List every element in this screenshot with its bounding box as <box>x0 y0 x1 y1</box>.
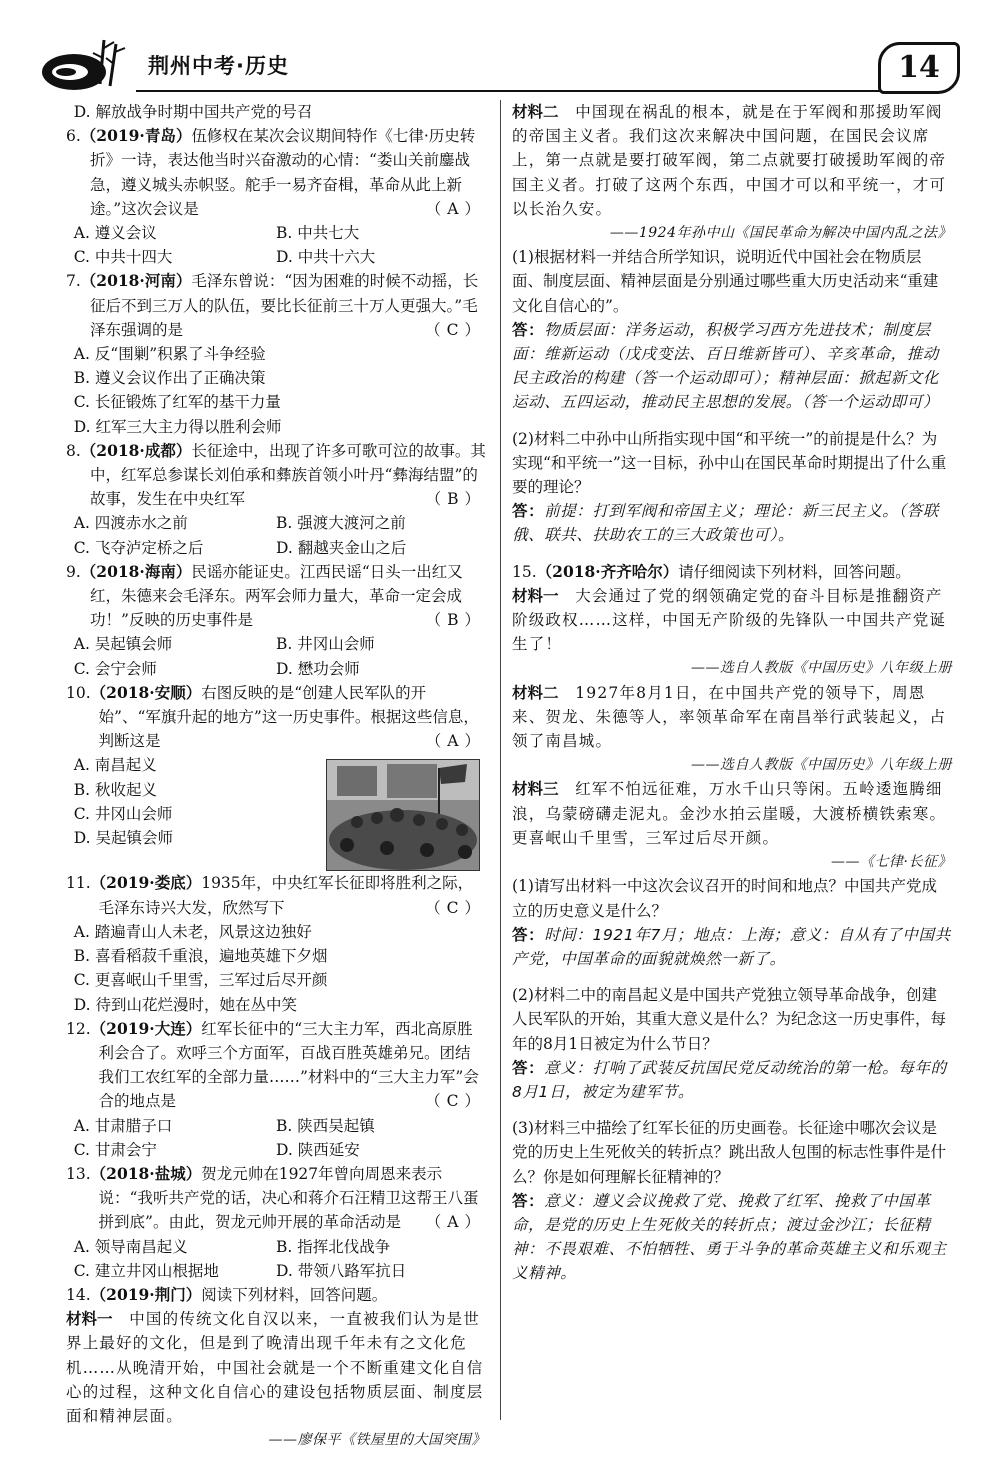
left-column <box>66 100 486 1452</box>
q10-option-d: D. 吴起镇会师 <box>73 829 173 848</box>
q7-number: 7. <box>66 272 81 291</box>
question-6 <box>66 124 486 269</box>
q9-option-b: B. 井冈山会师 <box>276 635 375 654</box>
question-8 <box>66 439 486 560</box>
q11-answer: （C） <box>425 898 486 917</box>
q15-number: 15. <box>512 562 537 581</box>
q15-material-2-label: 材料二 <box>512 683 559 702</box>
question-10 <box>66 681 486 872</box>
q14-material-2-source: ——1924年孙中山《国民革命为解决中国内乱之法》 <box>609 225 952 242</box>
q15-material-2-text: 1927年8月1日，在中国共产党的领导下，周恩来、贺龙、朱德等人，率领革命军在南昌举行武装起义，占领了南昌城。 <box>512 683 947 751</box>
q8-source-tag: （2018·成都） <box>80 440 192 460</box>
q11-option-c: C. 更喜岷山千里雪，三军过后尽开颜 <box>73 971 328 990</box>
q13-option-d: D. 带领八路军抗日 <box>276 1261 407 1280</box>
q10-number: 10. <box>66 683 91 702</box>
q11-stem: 1935年，中央红军长征即将胜利之际，毛泽东诗兴大发，欣然写下 <box>98 874 474 917</box>
q15-stem: 请仔细阅读下列材料，回答问题。 <box>678 562 911 581</box>
q6-option-b: B. 中共七大 <box>276 224 360 243</box>
q9-number: 9. <box>66 562 81 581</box>
q15-material-3-source: ——《七律·长征》 <box>831 854 952 871</box>
q12-option-a: A. 甘肃腊子口 <box>73 1116 173 1135</box>
q12-option-c: C. 甘肃会宁 <box>73 1140 157 1159</box>
q13-answer: （A） <box>425 1213 486 1232</box>
q8-option-b: B. 强渡大渡河之前 <box>276 514 406 533</box>
q15-sub-2-answer: 意义：打响了武装反抗国民党反动统治的第一枪。每年的8月1日，被定为建军节。 <box>512 1058 947 1101</box>
q12-number: 12. <box>66 1019 91 1038</box>
q9-stem: 民谣亦能证史。江西民谣“日头一出红又红，朱德来会毛泽东。两军会师力量大，革命一定会成功！”反映的历史事件是 <box>90 562 463 630</box>
q13-option-c: C. 建立井冈山根据地 <box>73 1261 219 1280</box>
header-rule <box>136 90 880 92</box>
q8-answer: （B） <box>425 490 486 509</box>
q8-stem: 长征途中，出现了许多可歌可泣的故事。其中，红军总参谋长刘伯承和彝族首领小叶丹“彝海结盟”的故事，发生在中央红军 <box>90 441 486 509</box>
q11-number: 11. <box>66 874 91 893</box>
q10-option-a: A. 南昌起义 <box>73 756 157 775</box>
q14-sub-2-answer-label: 答： <box>512 502 545 521</box>
q7-option-a: A. 反“围剿”积累了斗争经验 <box>73 345 266 364</box>
question-15 <box>512 560 952 1286</box>
q13-number: 13. <box>66 1164 91 1183</box>
bamboo-logo-icon <box>40 34 130 94</box>
q11-option-d: D. 待到山花烂漫时，她在丛中笑 <box>73 995 297 1014</box>
q11-option-b: B. 喜看稻菽千重浪，遍地英雄下夕烟 <box>73 947 328 966</box>
q7-answer: （C） <box>425 320 486 339</box>
question-14 <box>66 1283 486 1452</box>
q11-option-a: A. 踏遍青山人未老，风景这边独好 <box>73 922 312 941</box>
q14-sub-1-answer-label: 答： <box>512 320 545 339</box>
q13-option-b: B. 指挥北伐战争 <box>276 1237 391 1256</box>
q9-option-c: C. 会宁会师 <box>73 659 157 678</box>
q14-material-1-label: 材料一 <box>66 1310 113 1329</box>
question-7 <box>66 269 486 438</box>
q14-number: 14. <box>66 1285 91 1304</box>
q6-option-c: C. 中共十四大 <box>73 248 173 267</box>
q15-sub-1-answer: 时间：1921年7月；地点：上海；意义：自从有了中国共产党，中国革命的面貌就焕然一新了。 <box>512 925 951 968</box>
q14-stem: 阅读下列材料，回答问题。 <box>201 1285 388 1304</box>
q6-option-a: A. 遵义会议 <box>73 224 157 243</box>
q10-stem: 右图反映的是“创建人民军队的开始”、“军旗升起的地方”这一历史事件。根据这些信息，判断这是 <box>98 683 479 751</box>
q15-material-1-label: 材料一 <box>512 586 559 605</box>
question-9 <box>66 560 486 681</box>
q14-material-1-text: 中国的传统文化自汉以来，一直被我们认为是世界上最好的文化，但是到了晚清出现千年未有之文化危机……从晚清开始，中国社会就是一个不断重建文化自信心的过程，这种文化自信心的建设包括物质层面、制度层面和精神层面。 <box>66 1310 484 1425</box>
q15-sub-1-answer-label: 答： <box>512 925 545 944</box>
q7-option-c: C. 长征锻炼了红军的基干力量 <box>73 393 281 412</box>
q7-source-tag: （2018·河南） <box>80 271 192 291</box>
nanchang-uprising-photo <box>326 759 480 871</box>
q12-stem: 红军长征中的“三大主力军，西北高原胜利会合了。欢呼三个方面军，百战百胜英雄弟兄。团结我们工农红军的全部力量……”材料中的“三大主力军”会合的地点是 <box>98 1019 479 1111</box>
q15-sub-3: (3)材料三中描绘了红军长征的历史画卷。长征途中哪次会议是党的历史上生死攸关的转折点？跳出敌人包围的标志性事件是什么？你是如何理解长征精神的？ <box>512 1119 947 1186</box>
q7-option-b: B. 遵义会议作出了正确决策 <box>73 369 266 388</box>
q10-source-tag: （2018·安顺） <box>90 682 202 702</box>
right-column <box>512 100 952 1286</box>
q8-number: 8. <box>66 441 81 460</box>
q8-option-d: D. 翻越夹金山之后 <box>276 538 407 557</box>
q9-option-d: D. 懋功会师 <box>276 659 360 678</box>
page-number: 14 <box>878 42 960 94</box>
q8-option-c: C. 飞夺泸定桥之后 <box>73 538 204 557</box>
q12-answer: （C） <box>425 1092 486 1111</box>
page-header <box>40 28 960 98</box>
q12-option-d: D. 陕西延安 <box>276 1140 360 1159</box>
q6-stem: 伍修权在某次会议期间特作《七律·历史转折》一诗，表达他当时兴奋激动的心情：“娄山关前鏖战急，遵义城头赤帜竖。舵手一易齐奋楫，革命从此上新途。”这次会议是 <box>90 127 476 218</box>
q15-sub-3-answer-label: 答： <box>512 1191 545 1210</box>
q9-source-tag: （2018·海南） <box>80 561 192 581</box>
q5-option-d: D. 解放战争时期中国共产党的号召 <box>73 103 313 121</box>
q6-source-tag: （2019·青岛） <box>80 126 192 146</box>
q6-option-d: D. 中共十六大 <box>276 248 376 267</box>
q11-source-tag: （2019·娄底） <box>90 873 202 893</box>
q9-option-a: A. 吴起镇会师 <box>73 635 173 654</box>
q15-material-1-source: ——选自人教版《中国历史》八年级上册 <box>691 660 952 677</box>
header-title: 荆州中考·历史 <box>148 54 289 78</box>
question-13 <box>66 1162 486 1283</box>
q9-answer: （B） <box>425 611 486 630</box>
q15-source-tag: （2018·齐齐哈尔） <box>536 561 679 581</box>
q6-answer: （A） <box>425 199 486 218</box>
q14-sub-1-answer: 物质层面：洋务运动，积极学习西方先进技术；制度层面：维新运动（戊戌变法、百日维新皆可）、辛亥革命，推动民主政治的构建（答一个运动即可）；精神层面：掀起新文化运动、五四运动，推动民主思想的发展。（答一个运动即可） <box>512 320 939 412</box>
q14-material-2-text: 中国现在祸乱的根本，就是在于军阀和那援助军阀的帝国主义者。我们这次来解决中国问题，在国民会议席上，第一点就是要打破军阀，第二点就要打破援助军阀的帝国主义者。打破了这两个东西，中国才可以和平统一，才可以长治久安。 <box>512 103 947 218</box>
q10-option-b: B. 秋收起义 <box>73 780 157 799</box>
q14-sub-2-answer: 前提：打到军阀和帝国主义；理论：新三民主义。（答联俄、联共、扶助农工的三大政策也可）。 <box>512 502 939 545</box>
q15-sub-2: (2)材料二中的南昌起义是中国共产党独立领导革命战争，创建人民军队的开始，其重大意义是什么？为纪念这一历史事件，每年的8月1日被定为什么节日？ <box>512 986 947 1053</box>
q15-material-2-source: ——选自人教版《中国历史》八年级上册 <box>691 757 952 774</box>
q6-number: 6. <box>66 127 81 146</box>
q8-option-a: A. 四渡赤水之前 <box>73 514 188 533</box>
q12-option-b: B. 陕西吴起镇 <box>276 1116 375 1135</box>
q7-option-d: D. 红军三大主力得以胜利会师 <box>73 417 282 436</box>
q10-option-c: C. 井冈山会师 <box>73 804 173 823</box>
question-11 <box>66 871 486 1016</box>
q7-stem: 毛泽东曾说：“因为困难的时候不动摇，长征后不到三万人的队伍，要比长征前三十万人更强大。”毛泽东强调的是 <box>90 272 479 339</box>
q14-sub-1: (1)根据材料一并结合所学知识，说明近代中国社会在物质层面、制度层面、精神层面是分别通过哪些重大历史活动来“重建文化自信心的”。 <box>512 248 939 315</box>
question-12 <box>66 1017 486 1162</box>
q14-material-1-source: ——廖保平《铁屋里的大国突围》 <box>268 1432 486 1449</box>
q15-sub-1: (1)请写出材料一中这次会议召开的时间和地点？中国共产党成立的历史意义是什么？ <box>512 877 937 920</box>
q15-sub-3-answer: 意义：遵义会议挽救了党、挽救了红军、挽救了中国革命，是党的历史上生死攸关的转折点；渡过金沙江；长征精神：不畏艰难、不怕牺牲、勇于斗争的革命英雄主义和乐观主义精神。 <box>512 1191 947 1283</box>
q12-source-tag: （2019·大连） <box>90 1018 202 1038</box>
q15-material-1-text: 大会通过了党的纲领确定党的奋斗目标是推翻资产阶级政权……这样，中国无产阶级的先锋队一中国共产党诞生了！ <box>512 586 947 654</box>
q10-answer: （A） <box>425 732 486 751</box>
column-divider <box>500 100 501 1420</box>
q15-material-3-label: 材料三 <box>512 780 559 799</box>
q13-source-tag: （2018·盐城） <box>90 1163 202 1183</box>
q15-material-3-text: 红军不怕远征难，万水千山只等闲。五岭逶迤腾细浪，乌蒙磅礴走泥丸。金沙水拍云崖暖，大渡桥横铁索寒。更喜岷山千里雪，三军过后尽开颜。 <box>512 780 947 847</box>
q14-material-2-label: 材料二 <box>512 103 559 121</box>
q15-sub-2-answer-label: 答： <box>512 1058 545 1077</box>
q13-stem: 贺龙元帅在1927年曾向周恩来表示说：“我听共产党的话，决心和蒋介石汪精卫这帮王八蛋拼到底”。由此，贺龙元帅开展的革命活动是 <box>98 1164 479 1232</box>
q14-sub-2: (2)材料二中孙中山所指实现中国“和平统一”的前提是什么？为实现“和平统一”这一目标，孙中山在国民革命时期提出了什么重要的理论？ <box>512 429 947 497</box>
q13-option-a: A. 领导南昌起义 <box>73 1237 188 1256</box>
q14-source-tag: （2019·荆门） <box>90 1284 202 1304</box>
